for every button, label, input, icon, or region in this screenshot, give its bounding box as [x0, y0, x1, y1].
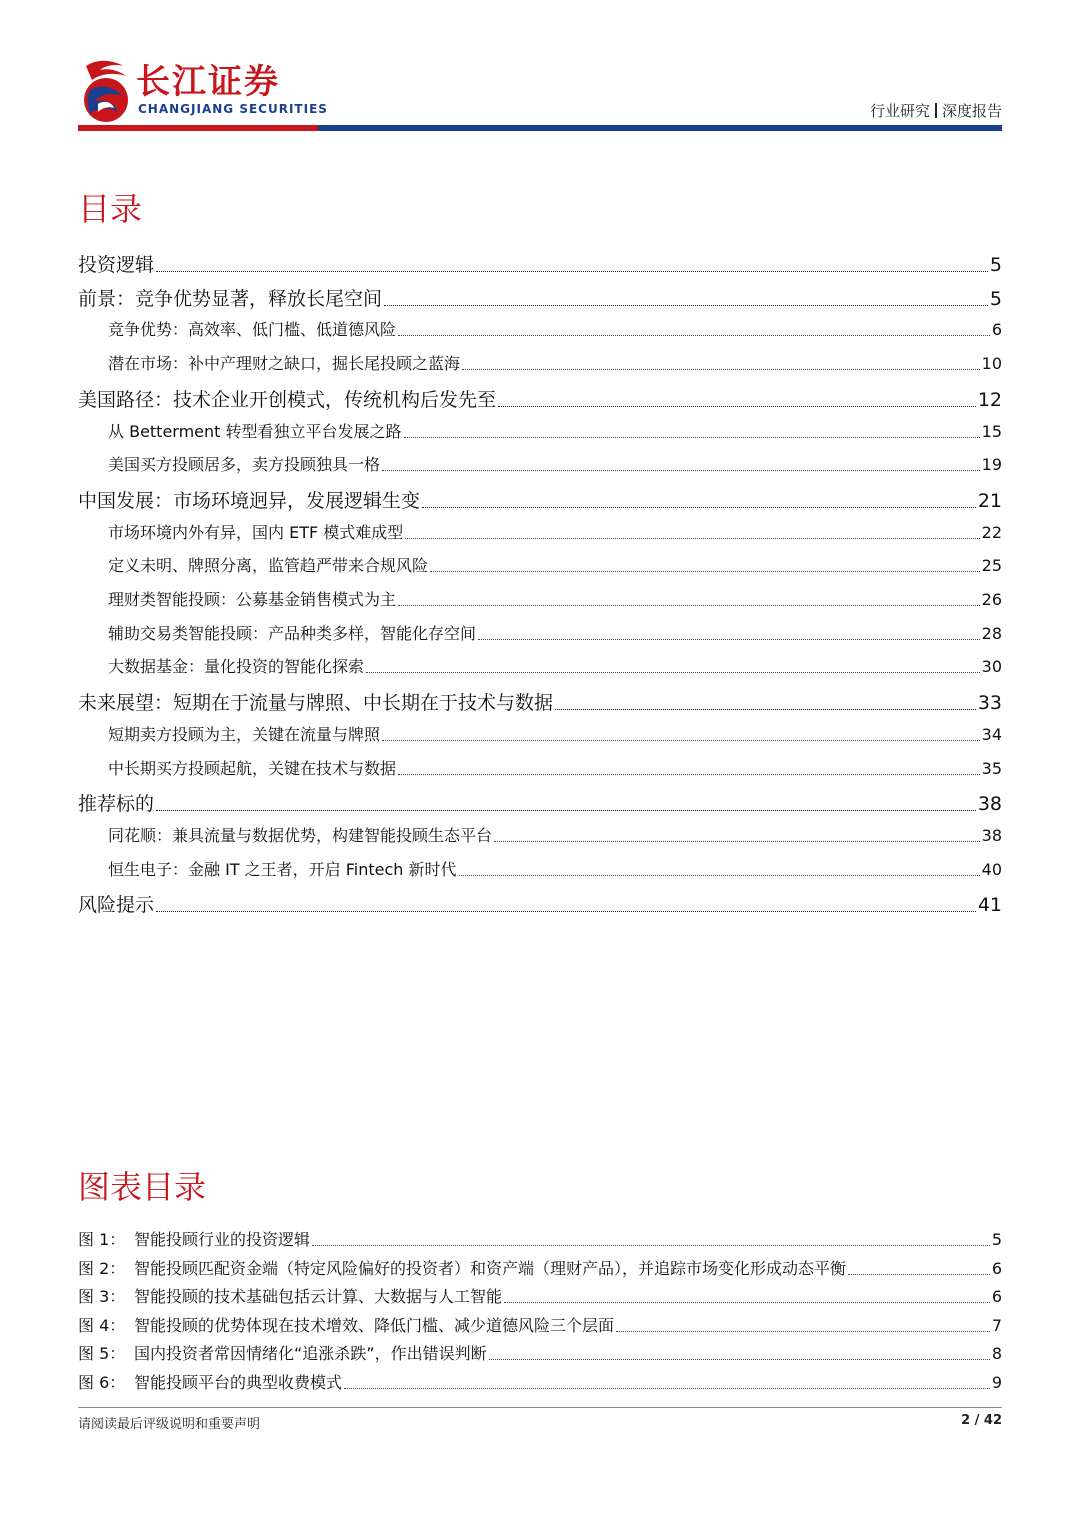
- toc-leader-dots: [366, 672, 980, 673]
- toc-entry-page: 40: [981, 859, 1002, 879]
- toc-leader-dots: [498, 406, 976, 407]
- figure-leader-dots: [848, 1274, 990, 1275]
- figure-entry-text: 智能投顾的技术基础包括云计算、大数据与人工智能: [134, 1287, 503, 1307]
- toc-entry-level2[interactable]: [78, 317, 1002, 340]
- figure-entry[interactable]: [78, 1256, 1002, 1279]
- toc-entry-page: 41: [977, 894, 1002, 917]
- toc-entry-page: 22: [981, 522, 1002, 542]
- figure-entry-number: 图 6：: [78, 1373, 126, 1392]
- toc-entry-text: 短期卖方投顾为主，关键在流量与牌照: [108, 724, 381, 744]
- figure-list-title: 图表目录: [78, 1168, 207, 1206]
- toc-entry-page: 35: [981, 758, 1002, 778]
- toc-leader-dots: [462, 369, 980, 370]
- footer-divider: [78, 1407, 1002, 1408]
- toc-leader-dots: [459, 875, 980, 876]
- toc-leader-dots: [398, 605, 980, 606]
- toc-entry-text: 风险提示: [78, 894, 155, 917]
- figure-leader-dots: [616, 1331, 990, 1332]
- figure-entry-text: 国内投资者常因情绪化“追涨杀跌”，作出错误判断: [134, 1344, 487, 1364]
- toc-entry-text: 推荐标的: [78, 793, 155, 816]
- logo-name-en: CHANGJIANG SECURITIES: [138, 102, 328, 116]
- footer-disclaimer: 请阅读最后评级说明和重要声明: [78, 1417, 261, 1432]
- toc-entry-page: 38: [981, 825, 1002, 845]
- toc-leader-dots: [430, 571, 980, 572]
- toc-entry-text: 辅助交易类智能投顾：产品种类多样，智能化存空间: [108, 623, 477, 643]
- toc-entry-level2[interactable]: [78, 553, 1002, 576]
- figure-leader-dots: [504, 1302, 990, 1303]
- toc-entry-page: 28: [981, 623, 1002, 643]
- logo-name-cn: 长江证券: [136, 62, 280, 102]
- toc-entry-text: 中国发展：市场环境迥异，发展逻辑生变: [78, 489, 421, 512]
- header-divider-red: [78, 125, 318, 131]
- toc-leader-dots: [156, 810, 976, 811]
- figure-entry-page: 6: [991, 1258, 1002, 1278]
- toc-leader-dots: [494, 841, 980, 842]
- company-logo: [78, 56, 338, 126]
- header-divider-blue: [318, 125, 1002, 131]
- toc-leader-dots: [382, 740, 980, 741]
- toc-entry-text: 理财类智能投顾：公募基金销售模式为主: [108, 590, 397, 609]
- toc-leader-dots: [382, 470, 980, 471]
- toc-leader-dots: [478, 639, 980, 640]
- figure-entry-text: 智能投顾的优势体现在技术增效、降低门槛、减少道德风险三个层面: [134, 1315, 615, 1335]
- figure-entry-number: 图 4：: [78, 1315, 126, 1335]
- toc-entry-page: 34: [981, 724, 1002, 744]
- figure-leader-dots: [312, 1245, 990, 1246]
- toc-entry-level2[interactable]: [78, 520, 1002, 543]
- toc-entry-page: 10: [981, 354, 1002, 374]
- toc-entry-page: 38: [977, 793, 1002, 816]
- toc-entry-text: 恒生电子：金融 IT 之王者，开启 Fintech 新时代: [108, 859, 457, 879]
- toc-entry-text: 市场环境内外有异，国内 ETF 模式难成型: [108, 522, 404, 542]
- figure-entry-text: 智能投顾平台的典型收费模式: [134, 1373, 343, 1392]
- category-separator: [935, 103, 937, 118]
- toc-leader-dots: [555, 709, 976, 710]
- toc-title: 目录: [78, 190, 143, 228]
- toc-entry-level1[interactable]: [78, 284, 1002, 311]
- figure-entry[interactable]: [78, 1341, 1002, 1364]
- logo-emblem-icon: [78, 56, 134, 126]
- toc-entry-level2[interactable]: [78, 654, 1002, 677]
- toc-leader-dots: [384, 305, 988, 306]
- toc-entry-text: 从 Betterment 转型看独立平台发展之路: [108, 421, 402, 441]
- toc-entry-page: 26: [981, 590, 1002, 609]
- toc-entry-text: 美国路径：技术企业开创模式，传统机构后发先至: [78, 388, 497, 411]
- toc-entry-page: 25: [981, 556, 1002, 576]
- figure-entry[interactable]: [78, 1313, 1002, 1336]
- figure-entry[interactable]: [78, 1284, 1002, 1307]
- toc-entry-page: 21: [977, 489, 1002, 512]
- toc-entry-text: 竞争优势：高效率、低门槛、低道德风险: [108, 320, 397, 340]
- toc-entry-level1[interactable]: [78, 688, 1002, 715]
- toc-entry-text: 未来展望：短期在于流量与牌照、中长期在于技术与数据: [78, 692, 554, 715]
- toc-leader-dots: [422, 507, 976, 508]
- toc-entry-level2[interactable]: [78, 823, 1002, 846]
- toc-entry-text: 同花顺：兼具流量与数据优势，构建智能投顾生态平台: [108, 825, 493, 845]
- toc-entry-level1[interactable]: [78, 789, 1002, 816]
- figure-entry-number: 图 1：: [78, 1230, 126, 1249]
- figure-entry[interactable]: [78, 1370, 1002, 1393]
- toc-entry-page: 5: [989, 254, 1002, 276]
- toc-entry-page: 33: [977, 692, 1002, 715]
- toc-leader-dots: [156, 911, 976, 912]
- toc-entry-page: 6: [991, 320, 1002, 340]
- toc-entry-level2[interactable]: [78, 452, 1002, 475]
- toc-leader-dots: [398, 774, 980, 775]
- page-indicator: 2 / 42: [961, 1413, 1002, 1428]
- toc-entry-level2[interactable]: [78, 756, 1002, 779]
- figure-entry-page: 9: [991, 1373, 1002, 1392]
- toc-leader-dots: [405, 538, 979, 539]
- toc-entry-level2[interactable]: [78, 857, 1002, 880]
- toc-entry-level1[interactable]: [78, 250, 1002, 277]
- figure-entry-page: 8: [991, 1344, 1002, 1364]
- header-divider: [78, 125, 1002, 131]
- toc-entry-text: 前景：竞争优势显著，释放长尾空间: [78, 287, 383, 310]
- toc-entry-page: 19: [981, 455, 1002, 475]
- toc-leader-dots: [156, 271, 988, 272]
- figure-leader-dots: [489, 1359, 990, 1360]
- toc-entry-text: 定义未明、牌照分离，监管趋严带来合规风险: [108, 556, 429, 576]
- figure-entry-number: 图 3：: [78, 1287, 126, 1307]
- toc-entry-level2[interactable]: [78, 419, 1002, 442]
- figure-entry-text: 智能投顾行业的投资逻辑: [134, 1230, 311, 1249]
- report-category: [870, 100, 1002, 121]
- figure-entry-page: 6: [991, 1287, 1002, 1307]
- toc-leader-dots: [404, 437, 980, 438]
- report-type-label: 深度报告: [941, 102, 1002, 120]
- toc-entry-text: 大数据基金：量化投资的智能化探索: [108, 657, 365, 677]
- toc-leader-dots: [398, 335, 990, 336]
- figure-entry-page: 7: [991, 1315, 1002, 1335]
- toc-entry-text: 投资逻辑: [78, 254, 155, 276]
- category-label: 行业研究: [869, 102, 930, 120]
- figure-entry[interactable]: [78, 1227, 1002, 1250]
- figure-entry-number: 图 5：: [78, 1344, 126, 1364]
- toc-entry-text: 潜在市场：补中产理财之缺口，掘长尾投顾之蓝海: [108, 354, 461, 374]
- figure-leader-dots: [344, 1388, 990, 1389]
- toc-entry-level1[interactable]: [78, 385, 1002, 412]
- figure-entry-page: 5: [991, 1230, 1002, 1249]
- toc-entry-level1[interactable]: [78, 486, 1002, 513]
- figure-entry-number: 图 2：: [78, 1258, 126, 1278]
- toc-entry-level2[interactable]: [78, 621, 1002, 644]
- toc-entry-level2[interactable]: [78, 351, 1002, 374]
- toc-entry-page: 15: [981, 421, 1002, 441]
- toc-entry-level2[interactable]: [78, 722, 1002, 745]
- figure-entry-text: 智能投顾匹配资金端（特定风险偏好的投资者）和资产端（理财产品），并追踪市场变化形成动态平衡: [134, 1258, 847, 1278]
- toc-entry-level1[interactable]: [78, 890, 1002, 917]
- toc-entry-text: 中长期买方投顾起航，关键在技术与数据: [108, 758, 397, 778]
- toc-entry-page: 5: [989, 287, 1002, 310]
- toc-entry-page: 30: [981, 657, 1002, 677]
- toc-entry-level2[interactable]: [78, 587, 1002, 610]
- toc-entry-page: 12: [977, 388, 1002, 411]
- toc-entry-text: 美国买方投顾居多，卖方投顾独具一格: [108, 455, 381, 475]
